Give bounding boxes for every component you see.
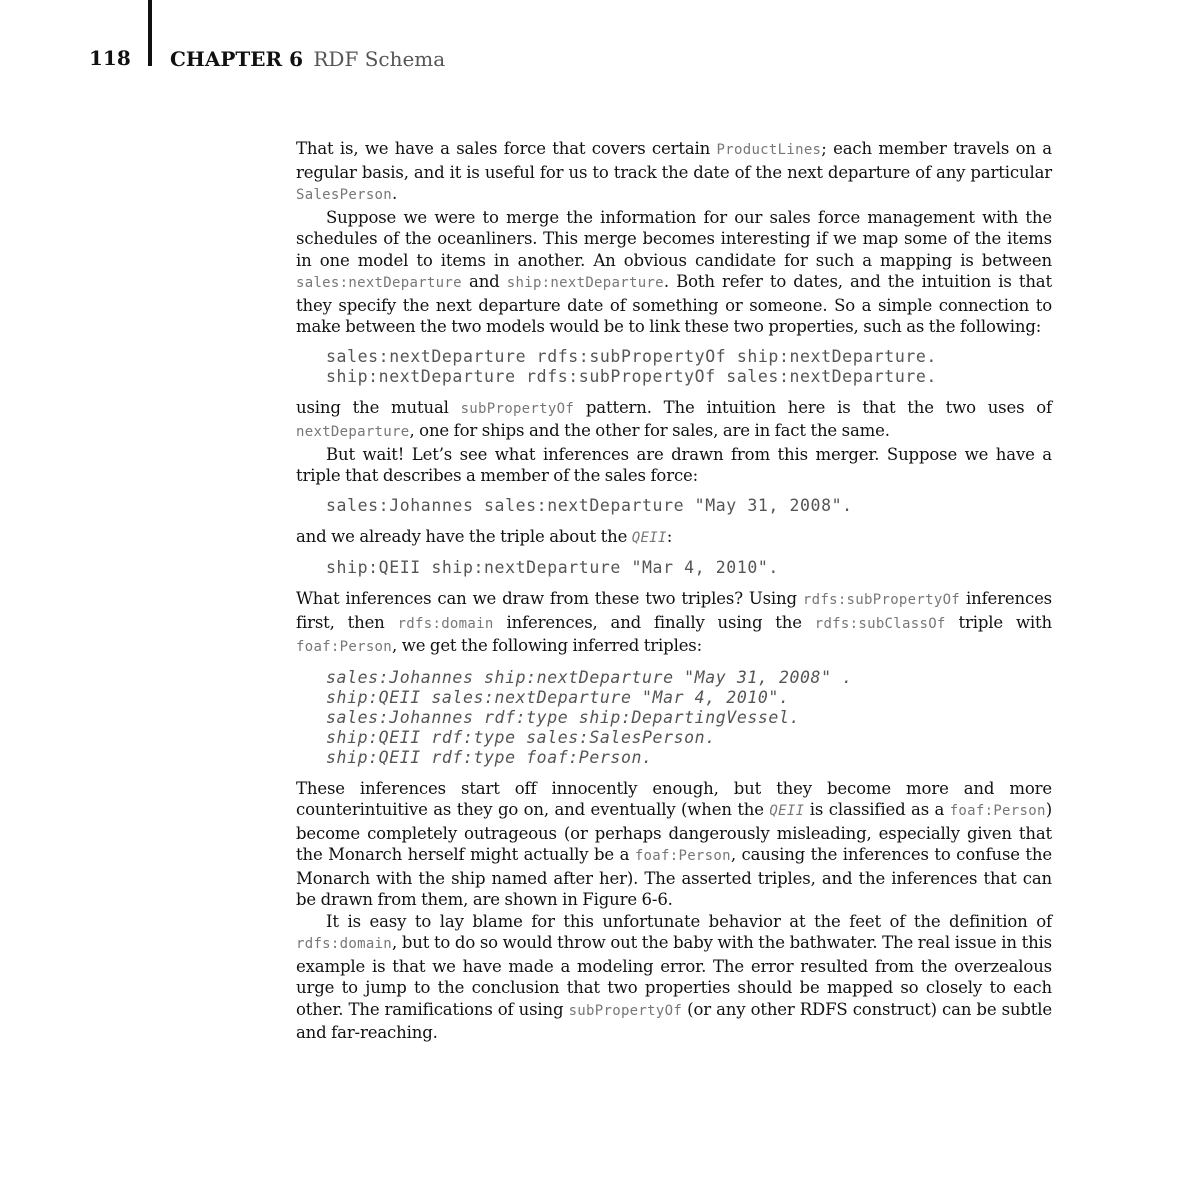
text: Suppose we were to merge the information for our sales force management with the schedules of the oceanliners. This merge becomes interesting if we map some of the items in one model to items in another. An obvious candidate for such a mapping is between: [296, 207, 1052, 270]
inline-code: foaf:Person: [634, 848, 731, 864]
code-block-2: [326, 496, 1052, 516]
text: pattern. The intuition here is that the two uses of: [574, 397, 1052, 417]
code-block-4: [326, 668, 1052, 768]
header-divider: [148, 0, 152, 66]
inline-code: QEII: [631, 529, 667, 546]
inline-code: SalesPerson: [296, 187, 393, 203]
code-line: sales:Johannes ship:nextDeparture "May 31, 2008" .: [326, 667, 853, 687]
text: , we get the following inferred triples:: [392, 636, 703, 655]
text: That is, we have a sales force that covers certain: [296, 139, 717, 158]
inline-code: subPropertyOf: [460, 400, 575, 417]
paragraph-5: [296, 526, 1052, 550]
code-line: ship:QEII ship:nextDeparture "Mar 4, 2010".: [326, 558, 779, 577]
text: What inferences can we draw from these two triples? Using: [296, 589, 803, 608]
paragraph-4: [296, 444, 1052, 487]
paragraph-3: [296, 397, 1052, 444]
text: triple with: [945, 612, 1053, 632]
code-line: ship:QEII rdf:type sales:SalesPerson.: [326, 727, 716, 747]
text: It is easy to lay blame for this unfortunate behavior at the feet of the definition of: [326, 911, 1052, 931]
text: inferences, and finally using the: [493, 612, 815, 632]
chapter-heading: [170, 47, 445, 71]
code-line: sales:Johannes rdf:type ship:DepartingVessel.: [326, 707, 801, 727]
paragraph-2: [296, 207, 1052, 338]
paragraph-1: [296, 138, 1052, 207]
text: These inferences start off innocently enough, but they become more and more counterintuitive as they go on, and eventually (when the: [296, 778, 1052, 819]
inline-code: rdfs:subPropertyOf: [802, 592, 961, 608]
inline-code: rdfs:domain: [397, 615, 494, 632]
code-block-1: [326, 347, 1052, 387]
inline-code: foaf:Person: [296, 639, 393, 655]
running-header: [0, 0, 1200, 80]
code-line: ship:QEII rdf:type foaf:Person.: [326, 747, 653, 767]
chapter-title: RDF Schema: [313, 47, 446, 71]
text: :: [666, 526, 673, 546]
inline-code: QEII: [769, 803, 805, 819]
text: ) become completely outrageous (or perhaps dangerously misleading, especially given that the Monarch herself might actually be a: [296, 800, 1053, 864]
inline-code: rdfs:subClassOf: [814, 615, 946, 632]
text: , one for ships and the other for sales, are in fact the same.: [409, 421, 890, 440]
code-line: ship:QEII sales:nextDeparture "Mar 4, 2010".: [326, 687, 790, 707]
text: .: [392, 184, 398, 203]
page-number: 118: [89, 46, 131, 70]
paragraph-6: [296, 588, 1052, 659]
text: using the mutual: [296, 397, 461, 417]
inline-code: sales:nextDeparture: [296, 275, 462, 291]
paragraph-8: [296, 911, 1052, 1044]
text: . Both refer to dates, and the intuition is that they specify the next departure date of something or someone. So a simple connection to make between the two models would be to link these two properties, such as the following:: [296, 272, 1052, 336]
code-line: sales:nextDeparture rdfs:subPropertyOf ship:nextDeparture.: [326, 346, 937, 366]
inline-code: ship:nextDeparture: [506, 275, 664, 291]
inline-code: nextDeparture: [296, 424, 410, 440]
text: , causing the inferences to confuse the Monarch with the ship named after her). The asserted triples, and the inferences that can be drawn from them, are shown in Figure 6-6.: [296, 845, 1052, 909]
text: inferences first, then: [296, 589, 1053, 632]
code-block-3: [326, 558, 1052, 578]
text: is classified as a: [804, 800, 950, 819]
code-line: ship:nextDeparture rdfs:subPropertyOf sales:nextDeparture.: [326, 366, 937, 386]
page-body: [296, 138, 1052, 1044]
text: (or any other RDFS construct) can be subtle and far-reaching.: [296, 999, 1052, 1042]
paragraph-7: [296, 778, 1052, 911]
chapter-label: CHAPTER 6: [170, 47, 303, 71]
text: and: [461, 272, 507, 291]
inline-code: subPropertyOf: [568, 1002, 683, 1019]
inline-code: foaf:Person: [949, 803, 1046, 819]
text: ; each member travels on a regular basis, and it is useful for us to track the date of the next departure of any particular: [296, 139, 1052, 182]
text: and we already have the triple about the: [296, 526, 632, 546]
text: , but to do so would throw out the baby with the bathwater. The real issue in this example is that we have made a modeling error. The error resulted from the overzealous urge to jump to the conclusion that two properties should be mapped so closely to each other. The ramifications of using: [296, 933, 1052, 1019]
inline-code: rdfs:domain: [296, 936, 393, 952]
code-line: sales:Johannes sales:nextDeparture "May 31, 2008".: [326, 495, 853, 515]
inline-code: ProductLines: [716, 142, 822, 158]
text: But wait! Let’s see what inferences are drawn from this merger. Suppose we have a triple that describes a member of the sales force:: [296, 444, 1052, 485]
